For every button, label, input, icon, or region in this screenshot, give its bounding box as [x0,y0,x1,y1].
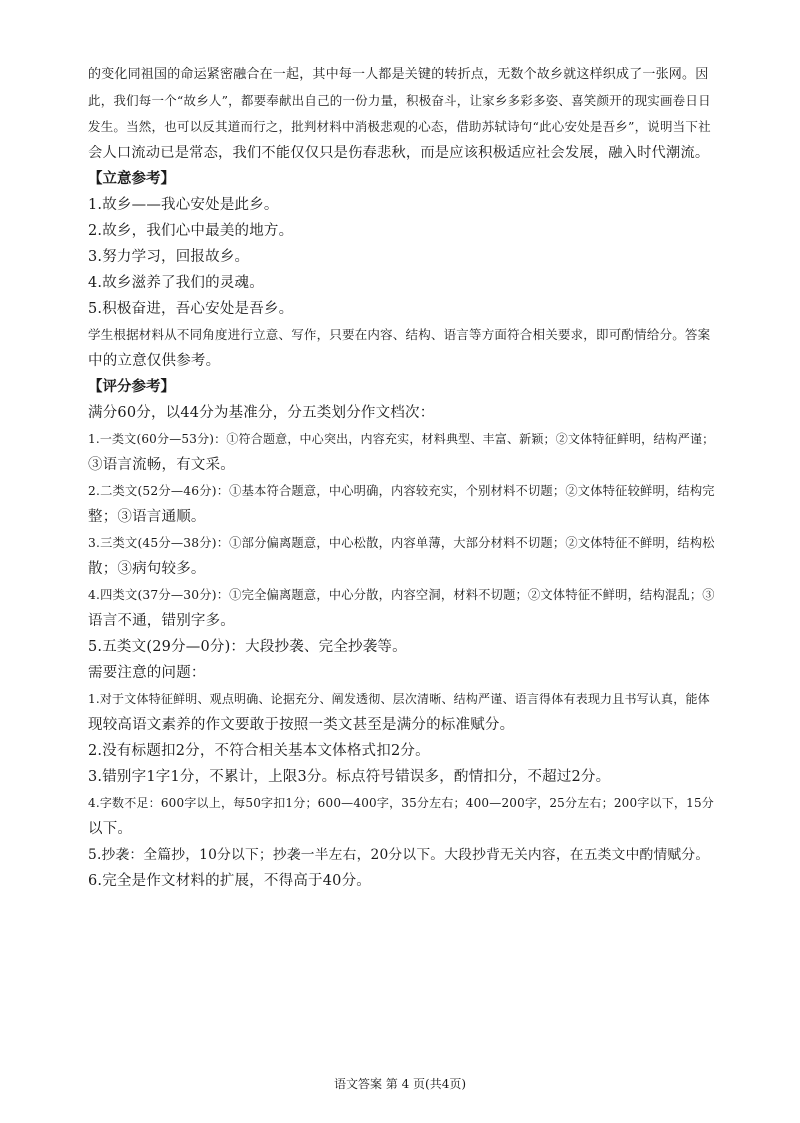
idea-item: 2.故乡，我们心中最美的地方。 [88,223,294,239]
intro-paragraph [88,62,718,166]
text-line: 的变化同祖国的命运紧密融合在一起，其中每一人都是关键的转折点，无数个故乡就这样织成了一张网。因 [88,67,709,82]
idea-section [88,166,718,374]
idea-note-line: 中的立意仅供参考。 [88,353,221,369]
notes-heading: 需要注意的问题： [88,665,206,681]
idea-item: 5.积极奋进，吾心安处是吾乡。 [88,301,294,317]
note2-line: 2.没有标题扣2分，不符合相关基本文体格式扣2分。 [88,743,430,759]
note4-line: 以下。 [88,821,133,837]
note1-line: 1.对于文体特征鲜明、观点明确、论据充分、阐发透彻、层次清晰、结构严谨、语言得体有表现力且书写认真，能体 [88,692,710,706]
grade3-line: 散；③病句较多。 [88,561,206,577]
grade4-line: 4.四类文(37分—30分)：①完全偏离题意，中心分散，内容空洞，材料不切题；②文体特征不鲜明，结构混乱；③ [88,588,715,602]
note5-line: 5.抄袭：全篇抄，10分以下；抄袭一半左右，20分以下。大段抄背无关内容，在五类文中酌情赋分。 [88,847,710,863]
document-body [88,62,718,894]
idea-item: 3.努力学习，回报故乡。 [88,249,250,265]
idea-note-line: 学生根据材料从不同角度进行立意、写作，只要在内容、结构、语言等方面符合相关要求，即可酌情给分。答案 [88,327,711,342]
grade1-line: 1.一类文(60分—53分)：①符合题意，中心突出，内容充实，材料典型、丰富、新颖；②文体特征鲜明，结构严谨； [88,432,715,446]
text-line: 发生。当然，也可以反其道而行之，批判材料中消极悲观的心态，借助苏轼诗句“此心安处是吾乡”，说明当下社 [88,119,711,134]
note3-line: 3.错别字1字1分，不累计，上限3分。标点符号错误多，酌情扣分，不超过2分。 [88,769,611,785]
grade5-line: 5.五类文(29分—0分)：大段抄袭、完全抄袭等。 [88,639,407,655]
note1-line: 现较高语文素养的作文要敢于按照一类文甚至是满分的标准赋分。 [88,717,515,733]
note6-line: 6.完全是作文材料的扩展，不得高于40分。 [88,873,371,889]
grade3-line: 3.三类文(45分—38分)：①部分偏离题意，中心松散，内容单薄，大部分材料不切题；②文体特征不鲜明，结构松 [88,536,715,550]
grade4-line: 语言不通，错别字多。 [88,613,235,629]
idea-item: 4.故乡滋养了我们的灵魂。 [88,275,264,291]
text-line: 此，我们每一个“故乡人”，都要奉献出自己的一份力量，积极奋斗，让家乡多彩多姿、喜笑颜开的现实画卷日日 [88,93,711,108]
scoring-heading: 【评分参考】 [88,379,175,395]
scoring-section [88,374,718,894]
idea-heading: 【立意参考】 [88,171,175,187]
idea-item: 1.故乡——我心安处是此乡。 [88,197,279,213]
grade2-line: 2.二类文(52分—46分)：①基本符合题意，中心明确，内容较充实，个别材料不切题；②文体特征较鲜明，结构完 [88,484,715,498]
scoring-base: 满分60分，以44分为基准分，分五类划分作文档次： [88,405,435,421]
grade2-line: 整；③语言通顺。 [88,509,206,525]
text-line: 会人口流动已是常态，我们不能仅仅只是伤春悲秋，而是应该积极适应社会发展，融入时代潮流。 [88,145,710,161]
grade1-line: ③语言流畅，有文采。 [88,457,235,473]
note4-line: 4.字数不足：600字以上，每50字扣1分；600—400字，35分左右；400—200字，25分左右；200字以下，15分 [88,796,714,810]
page-footer: 语文答案 第 4 页(共4页) [333,1077,467,1091]
